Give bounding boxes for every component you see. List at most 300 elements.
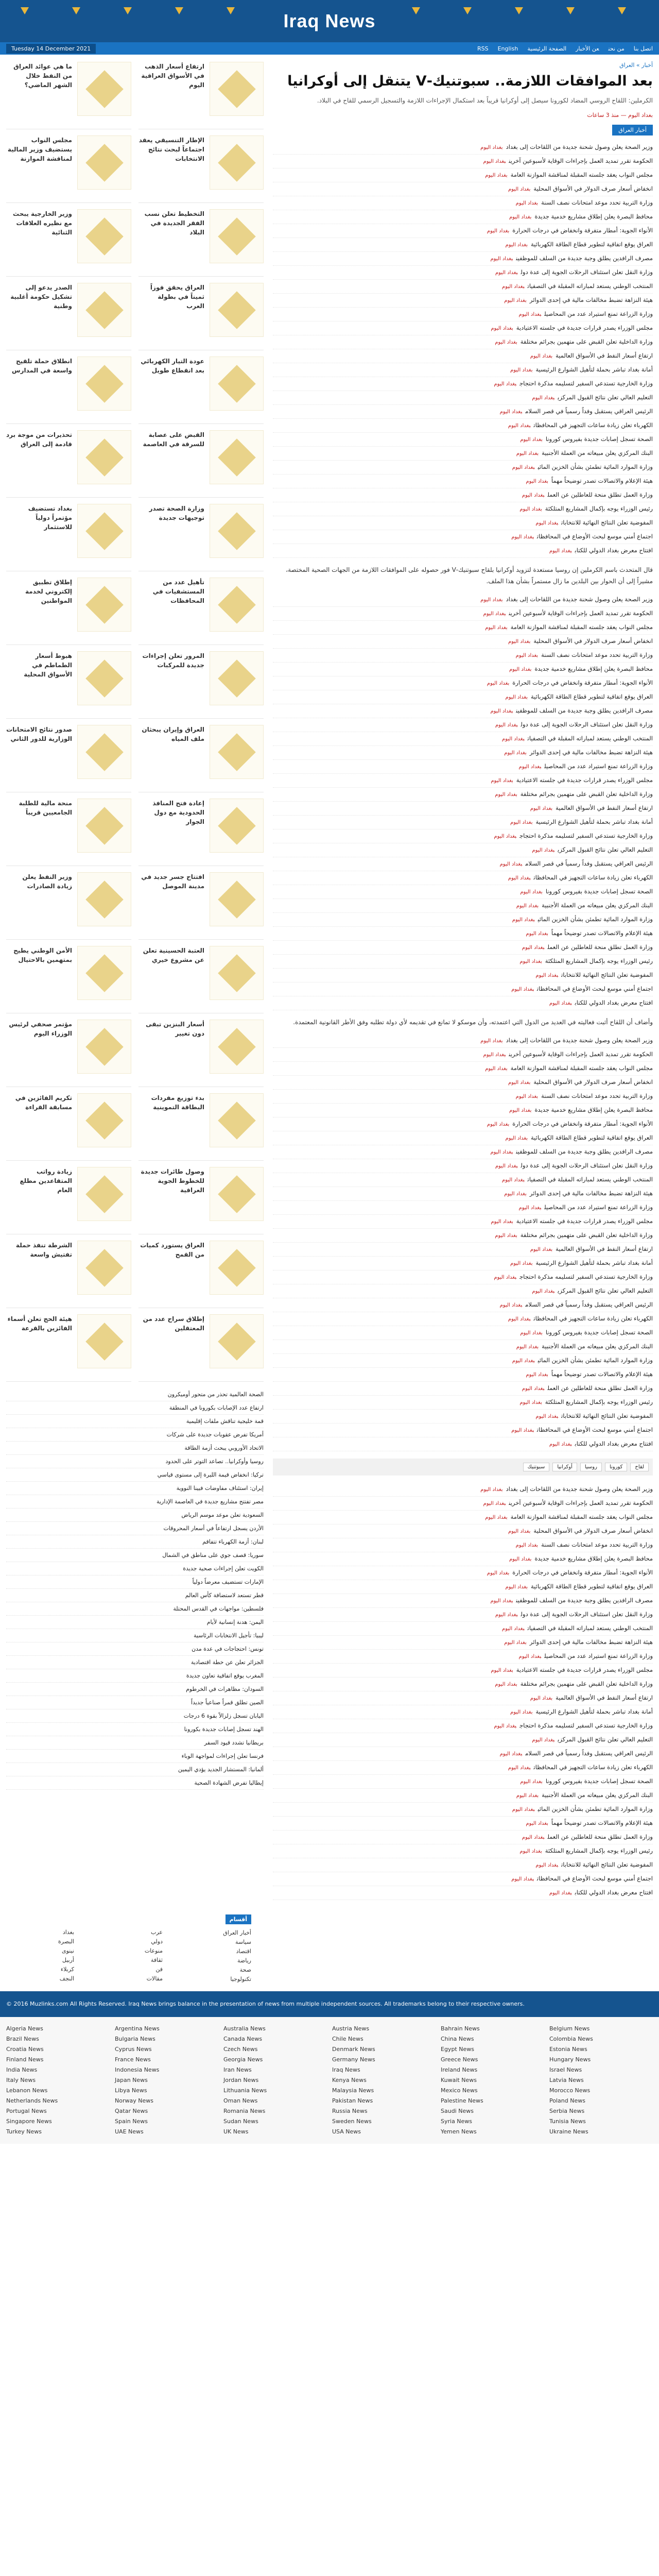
list-item-text[interactable]: وزارة الخارجية تستدعي السفير لتسليمه مذكرة احتجاج bbox=[519, 380, 653, 387]
list-item[interactable] bbox=[6, 1629, 264, 1642]
list-item-text[interactable]: وزارة التربية تحدد موعد امتحانات نصف السنة bbox=[541, 651, 653, 658]
list-item[interactable] bbox=[273, 196, 653, 210]
list-item-text[interactable]: وزارة الداخلية تعلن القبض على متهمين بجرائم مختلفة bbox=[520, 1231, 653, 1239]
news-card[interactable] bbox=[138, 1093, 264, 1161]
site-logo[interactable]: Iraq News bbox=[283, 10, 376, 31]
news-card[interactable] bbox=[6, 578, 131, 645]
news-card-title[interactable]: الصدر يدعو إلى تشكيل حكومة أغلبية وطنية bbox=[10, 284, 72, 310]
list-item[interactable] bbox=[273, 1677, 653, 1691]
footer-nav-item[interactable]: نينوى bbox=[62, 1947, 74, 1954]
list-item-text[interactable]: أمانة بغداد تباشر بحملة لتأهيل الشوارع الرئيسية bbox=[535, 818, 653, 825]
country-link[interactable]: Singapore News bbox=[6, 2118, 52, 2125]
list-item-text[interactable]: تونس: احتجاجات في عدة مدن bbox=[192, 1646, 264, 1652]
list-item-text[interactable]: العراق يوقع اتفاقية لتطوير قطاع الطاقة الكهربائية bbox=[531, 693, 653, 700]
list-item-text[interactable]: افتتاح معرض بغداد الدولي للكتاب bbox=[575, 1440, 653, 1447]
list-item[interactable] bbox=[273, 141, 653, 155]
news-thumbnail[interactable] bbox=[77, 1241, 131, 1295]
list-item[interactable] bbox=[273, 474, 653, 488]
country-link[interactable]: Ukraine News bbox=[549, 2128, 588, 2135]
country-link[interactable]: China News bbox=[441, 2036, 474, 2042]
list-item[interactable] bbox=[273, 252, 653, 266]
news-thumbnail[interactable] bbox=[77, 946, 131, 1000]
list-item-text[interactable]: اليمن: هدنة إنسانية لأيام bbox=[206, 1619, 264, 1625]
news-card[interactable] bbox=[138, 135, 264, 203]
list-item[interactable] bbox=[273, 1354, 653, 1368]
list-item[interactable] bbox=[273, 1382, 653, 1396]
country-link[interactable]: Israel News bbox=[549, 2066, 582, 2073]
news-card[interactable] bbox=[138, 283, 264, 350]
list-item[interactable] bbox=[6, 1709, 264, 1723]
list-item-text[interactable]: اجتماع أمني موسع لبحث الأوضاع في المحافظات bbox=[536, 1426, 653, 1433]
list-item-text[interactable]: إيران: استئناف مفاوضات فيينا النووية bbox=[176, 1485, 264, 1492]
news-thumbnail[interactable] bbox=[77, 283, 131, 337]
news-thumbnail[interactable] bbox=[77, 1093, 131, 1147]
list-item-text[interactable]: وزارة الداخلية تعلن القبض على متهمين بجرائم مختلفة bbox=[520, 790, 653, 798]
list-item-text[interactable]: محافظ البصرة يعلن إطلاق مشاريع خدمية جديدة bbox=[534, 1555, 653, 1562]
list-item[interactable] bbox=[273, 969, 653, 982]
news-card-title[interactable]: المرور تعلن إجراءات جديدة للمركبات bbox=[142, 652, 204, 669]
list-item-text[interactable]: افتتاح معرض بغداد الدولي للكتاب bbox=[575, 547, 653, 554]
news-thumbnail[interactable] bbox=[77, 651, 131, 705]
list-item[interactable] bbox=[6, 1575, 264, 1589]
footer-nav-item[interactable]: سياسة bbox=[235, 1939, 251, 1945]
country-link[interactable]: Cyprus News bbox=[115, 2046, 152, 2053]
list-item[interactable] bbox=[273, 308, 653, 321]
list-item-text[interactable]: المفوضية تعلن النتائج النهائية للانتخابات bbox=[561, 971, 653, 978]
list-item[interactable] bbox=[273, 1844, 653, 1858]
list-item[interactable] bbox=[273, 982, 653, 996]
news-thumbnail[interactable] bbox=[210, 62, 264, 116]
news-card-title[interactable]: هيئة الحج تعلن أسماء الفائزين بالقرعة bbox=[7, 1315, 72, 1332]
news-thumbnail[interactable] bbox=[210, 1093, 264, 1147]
list-item-text[interactable]: السودان: مظاهرات في الخرطوم bbox=[186, 1686, 264, 1692]
list-item-text[interactable]: اليابان تسجل زلزالاً بقوة 6 درجات bbox=[183, 1713, 264, 1719]
list-item[interactable] bbox=[6, 1736, 264, 1750]
list-item[interactable] bbox=[273, 391, 653, 405]
list-item-text[interactable]: رئيس الوزراء يوجه بإكمال المشاريع المتلكئة bbox=[545, 505, 653, 512]
list-item-text[interactable]: الرئيس العراقي يستقبل وفداً رسمياً في قصر السلام bbox=[525, 1750, 653, 1757]
list-item-text[interactable]: مصر تفتتح مشاريع جديدة في العاصمة الإدارية bbox=[157, 1498, 264, 1505]
list-item[interactable] bbox=[273, 941, 653, 955]
list-item-text[interactable]: وزارة الموارد المائية تطمئن بشأن الخزين المائي bbox=[537, 1357, 653, 1364]
list-item[interactable] bbox=[273, 155, 653, 168]
list-item[interactable] bbox=[273, 1298, 653, 1312]
news-thumbnail[interactable] bbox=[210, 135, 264, 190]
list-item[interactable] bbox=[273, 1524, 653, 1538]
list-item[interactable] bbox=[273, 1104, 653, 1117]
news-card-title[interactable]: إطلاق تطبيق إلكتروني لخدمة المواطنين bbox=[25, 579, 72, 604]
country-link[interactable]: Lebanon News bbox=[6, 2087, 48, 2094]
list-item[interactable] bbox=[6, 1468, 264, 1482]
news-card-title[interactable]: مجلس النواب يستضيف وزير المالية لمناقشة الموازنة bbox=[7, 137, 72, 162]
list-item-text[interactable]: وزارة الداخلية تعلن القبض على متهمين بجرائم مختلفة bbox=[520, 338, 653, 345]
news-thumbnail[interactable] bbox=[77, 799, 131, 853]
news-card[interactable] bbox=[6, 1241, 131, 1308]
list-item[interactable] bbox=[273, 1580, 653, 1594]
list-item-text[interactable]: ليبيا: تأجيل الانتخابات الرئاسية bbox=[194, 1632, 264, 1639]
country-link[interactable]: Lithuania News bbox=[223, 2087, 267, 2094]
news-card-title[interactable]: القبض على عصابة للسرقة في العاصمة bbox=[143, 431, 204, 448]
list-item-text[interactable]: رئيس الوزراء يوجه بإكمال المشاريع المتلكئة bbox=[545, 1398, 653, 1405]
list-item-text[interactable]: وزارة الموارد المائية تطمئن بشأن الخزين المائي bbox=[537, 463, 653, 470]
list-item[interactable] bbox=[273, 168, 653, 182]
top-link[interactable]: English bbox=[497, 45, 518, 52]
list-item[interactable] bbox=[273, 802, 653, 816]
footer-nav-item[interactable]: دولي bbox=[151, 1938, 163, 1945]
list-item-text[interactable]: روسيا وأوكرانيا.. تصاعد التوتر على الحدود bbox=[165, 1458, 264, 1465]
footer-nav-item[interactable]: رياضة bbox=[237, 1957, 251, 1964]
list-item-text[interactable]: وزارة التربية تحدد موعد امتحانات نصف السنة bbox=[541, 199, 653, 206]
list-item-text[interactable]: الأنواء الجوية: أمطار متفرقة وانخفاض في درجات الحرارة bbox=[512, 679, 653, 686]
country-link[interactable]: UAE News bbox=[115, 2128, 144, 2135]
list-item-text[interactable]: العراق يوقع اتفاقية لتطوير قطاع الطاقة الكهربائية bbox=[531, 1583, 653, 1590]
list-item[interactable] bbox=[273, 530, 653, 544]
list-item[interactable] bbox=[273, 502, 653, 516]
list-item-text[interactable]: الأردن يسجل ارتفاعاً في أسعار المحروقات bbox=[163, 1525, 264, 1532]
list-item-text[interactable]: المفوضية تعلن النتائج النهائية للانتخابات bbox=[561, 1861, 653, 1868]
list-item-text[interactable]: الجزائر تعلن عن خطة اقتصادية bbox=[190, 1659, 264, 1666]
list-item[interactable] bbox=[273, 1483, 653, 1497]
list-item-text[interactable]: وزارة الموارد المائية تطمئن بشأن الخزين المائي bbox=[537, 1805, 653, 1812]
list-item[interactable] bbox=[6, 1428, 264, 1442]
list-item[interactable] bbox=[6, 1562, 264, 1575]
list-item-text[interactable]: أمريكا تفرض عقوبات جديدة على شركات bbox=[166, 1431, 264, 1438]
list-item[interactable] bbox=[273, 1270, 653, 1284]
list-item-text[interactable]: وزارة الزراعة تمنع استيراد عدد من المحاصيل bbox=[544, 310, 653, 317]
list-item[interactable] bbox=[273, 544, 653, 558]
country-link[interactable]: Malaysia News bbox=[332, 2087, 374, 2094]
list-item[interactable] bbox=[273, 516, 653, 530]
country-link[interactable]: Russia News bbox=[332, 2108, 368, 2114]
list-item[interactable] bbox=[273, 788, 653, 802]
list-item-text[interactable]: محافظ البصرة يعلن إطلاق مشاريع خدمية جديدة bbox=[534, 1106, 653, 1113]
list-item-text[interactable]: الإمارات تستضيف معرضاً دولياً bbox=[192, 1579, 264, 1585]
list-item-text[interactable]: انخفاض أسعار صرف الدولار في الأسواق المحلية bbox=[533, 637, 653, 645]
country-link[interactable]: Ireland News bbox=[441, 2066, 478, 2073]
news-card-title[interactable]: أسعار البنزين تبقى دون تغيير bbox=[146, 1021, 204, 1037]
list-item-text[interactable]: ارتفاع أسعار النفط في الأسواق العالمية bbox=[556, 1694, 653, 1701]
list-item[interactable] bbox=[273, 1886, 653, 1900]
country-link[interactable]: Pakistan News bbox=[332, 2097, 373, 2104]
list-item-text[interactable]: الكويت تعلن إجراءات صحية جديدة bbox=[183, 1565, 264, 1572]
list-item-text[interactable]: ارتفاع أسعار النفط في الأسواق العالمية bbox=[556, 1245, 653, 1252]
list-item-text[interactable]: مصرف الرافدين يطلق وجبة جديدة من السلف للموظفين bbox=[516, 255, 653, 262]
list-item[interactable] bbox=[6, 1495, 264, 1509]
list-item-text[interactable]: وزارة النقل تعلن استئناف الرحلات الجوية إلى عدة دول bbox=[521, 721, 653, 728]
list-item[interactable] bbox=[273, 1090, 653, 1104]
news-card[interactable] bbox=[6, 1093, 131, 1161]
list-item[interactable] bbox=[273, 238, 653, 252]
tag[interactable]: لقاح bbox=[630, 1463, 649, 1471]
list-item-text[interactable]: وزارة الداخلية تعلن القبض على متهمين بجرائم مختلفة bbox=[520, 1680, 653, 1687]
list-item-text[interactable]: وزارة النقل تعلن استئناف الرحلات الجوية إلى عدة دول bbox=[521, 1611, 653, 1618]
country-link[interactable]: Belgium News bbox=[549, 2025, 590, 2032]
list-item-text[interactable]: وزارة الموارد المائية تطمئن بشأن الخزين المائي bbox=[537, 916, 653, 923]
list-item[interactable] bbox=[6, 1669, 264, 1683]
list-item-text[interactable]: لبنان: أزمة الكهرباء تتفاقم bbox=[202, 1538, 264, 1545]
news-card[interactable] bbox=[138, 946, 264, 1013]
list-item-text[interactable]: الكهرباء تعلن زيادة ساعات التجهيز في المحافظات bbox=[533, 421, 653, 429]
list-item[interactable] bbox=[273, 224, 653, 238]
news-card-title[interactable]: الشرطة تنفذ حملة تفتيش واسعة bbox=[15, 1242, 72, 1258]
list-item-text[interactable]: سوريا: قصف جوي على مناطق في الشمال bbox=[162, 1552, 264, 1558]
list-item-text[interactable]: مجلس النواب يعقد جلسته المقبلة لمناقشة الموازنة العامة bbox=[510, 1064, 653, 1072]
list-item[interactable] bbox=[273, 1062, 653, 1076]
list-item[interactable] bbox=[6, 1482, 264, 1495]
news-card-title[interactable]: الإطار التنسيقي يعقد اجتماعاً لبحث نتائج الانتخابات bbox=[138, 137, 204, 162]
country-link[interactable]: Palestine News bbox=[441, 2097, 483, 2104]
list-item[interactable] bbox=[273, 363, 653, 377]
news-thumbnail[interactable] bbox=[77, 357, 131, 411]
news-card[interactable] bbox=[6, 799, 131, 866]
list-item[interactable] bbox=[273, 816, 653, 829]
country-link[interactable]: Greece News bbox=[441, 2056, 478, 2063]
list-item-text[interactable]: ألمانيا: المستشار الجديد يؤدي اليمين bbox=[178, 1766, 264, 1773]
list-item-text[interactable]: الهند تسجل إصابات جديدة بكورونا bbox=[184, 1726, 264, 1733]
list-item-text[interactable]: التعليم العالي تعلن نتائج القبول المركزي bbox=[558, 394, 653, 401]
news-card[interactable] bbox=[138, 430, 264, 498]
list-item[interactable] bbox=[6, 1549, 264, 1562]
news-card-title[interactable]: تكريم الفائزين في مسابقة القراءة bbox=[15, 1094, 72, 1111]
footer-nav-item[interactable]: أربيل bbox=[62, 1957, 74, 1963]
list-item[interactable] bbox=[273, 447, 653, 461]
list-item-text[interactable]: الصحة تسجل إصابات جديدة بفيروس كورونا bbox=[545, 1777, 653, 1785]
list-item[interactable] bbox=[273, 405, 653, 419]
news-card-title[interactable]: منحة مالية للطلبة الجامعيين قريباً bbox=[19, 800, 72, 816]
list-item[interactable] bbox=[273, 1831, 653, 1844]
list-item-text[interactable]: الصحة تسجل إصابات جديدة بفيروس كورونا bbox=[545, 435, 653, 443]
list-item[interactable] bbox=[273, 913, 653, 927]
list-item-text[interactable]: وزارة الخارجية تستدعي السفير لتسليمه مذكرة احتجاج bbox=[519, 1273, 653, 1280]
list-item-text[interactable]: وزارة الزراعة تمنع استيراد عدد من المحاصيل bbox=[544, 1652, 653, 1659]
list-item-text[interactable]: مجلس الوزراء يصدر قرارات جديدة في جلسته الاعتيادية bbox=[516, 324, 653, 331]
country-link[interactable]: Canada News bbox=[223, 2036, 263, 2042]
list-item[interactable] bbox=[273, 461, 653, 474]
footer-nav-item[interactable]: النجف bbox=[59, 1975, 74, 1982]
news-card[interactable] bbox=[138, 799, 264, 866]
news-thumbnail[interactable] bbox=[77, 1020, 131, 1074]
country-link[interactable]: Portugal News bbox=[6, 2108, 47, 2114]
list-item-text[interactable]: افتتاح معرض بغداد الدولي للكتاب bbox=[575, 1889, 653, 1896]
list-item-text[interactable]: مجلس النواب يعقد جلسته المقبلة لمناقشة الموازنة العامة bbox=[510, 623, 653, 631]
list-item[interactable] bbox=[6, 1455, 264, 1468]
list-item-text[interactable]: مجلس الوزراء يصدر قرارات جديدة في جلسته الاعتيادية bbox=[516, 776, 653, 784]
footer-nav-item[interactable]: أخبار العراق bbox=[223, 1929, 251, 1936]
list-item-text[interactable]: ارتفاع أسعار النفط في الأسواق العالمية bbox=[556, 352, 653, 359]
top-link[interactable]: الصفحة الرئيسية bbox=[527, 45, 567, 52]
list-item-text[interactable]: محافظ البصرة يعلن إطلاق مشاريع خدمية جديدة bbox=[534, 665, 653, 672]
list-item[interactable] bbox=[273, 182, 653, 196]
news-card[interactable] bbox=[6, 283, 131, 350]
news-card-title[interactable]: بدء توزيع مفردات البطاقة التموينية bbox=[151, 1094, 204, 1111]
news-thumbnail[interactable] bbox=[210, 872, 264, 926]
country-link[interactable]: Saudi News bbox=[441, 2108, 474, 2114]
country-link[interactable]: Iran News bbox=[223, 2066, 252, 2073]
news-thumbnail[interactable] bbox=[210, 283, 264, 337]
news-card[interactable] bbox=[6, 1020, 131, 1087]
list-item[interactable] bbox=[6, 1683, 264, 1696]
list-item-text[interactable]: ارتفاع أسعار النفط في الأسواق العالمية bbox=[556, 804, 653, 811]
list-item-text[interactable]: رئيس الوزراء يوجه بإكمال المشاريع المتلكئة bbox=[545, 957, 653, 964]
list-item[interactable] bbox=[273, 885, 653, 899]
news-thumbnail[interactable] bbox=[77, 209, 131, 263]
news-card[interactable] bbox=[138, 1314, 264, 1382]
list-item[interactable] bbox=[6, 1656, 264, 1669]
news-thumbnail[interactable] bbox=[210, 209, 264, 263]
list-item-text[interactable]: وزارة الخارجية تستدعي السفير لتسليمه مذكرة احتجاج bbox=[519, 1722, 653, 1729]
news-card[interactable] bbox=[138, 725, 264, 792]
news-card-title[interactable]: وزير النفط يعلن زيادة الصادرات bbox=[22, 873, 72, 890]
country-link[interactable]: Germany News bbox=[332, 2056, 375, 2063]
news-card[interactable] bbox=[138, 62, 264, 129]
list-item[interactable] bbox=[6, 1776, 264, 1790]
list-item-text[interactable]: البنك المركزي يعلن مبيعاته من العملة الأجنبية bbox=[542, 902, 653, 909]
news-card[interactable] bbox=[6, 872, 131, 940]
list-item-text[interactable]: أمانة بغداد تباشر بحملة لتأهيل الشوارع الرئيسية bbox=[535, 366, 653, 373]
list-item[interactable] bbox=[273, 1257, 653, 1270]
country-link[interactable]: Egypt News bbox=[441, 2046, 474, 2053]
list-item[interactable] bbox=[273, 1437, 653, 1451]
news-card[interactable] bbox=[6, 135, 131, 203]
list-item[interactable] bbox=[273, 1368, 653, 1382]
list-item-text[interactable]: وزارة التربية تحدد موعد امتحانات نصف السنة bbox=[541, 1092, 653, 1099]
list-item-text[interactable]: اجتماع أمني موسع لبحث الأوضاع في المحافظات bbox=[536, 1875, 653, 1882]
list-item-text[interactable]: الرئيس العراقي يستقبل وفداً رسمياً في قصر السلام bbox=[525, 1301, 653, 1308]
tag[interactable]: أوكرانيا bbox=[552, 1463, 577, 1471]
list-item-text[interactable]: الحكومة تقرر تمديد العمل بإجراءات الوقاية لأسبوعين آخرين bbox=[509, 609, 653, 617]
country-link[interactable]: Libya News bbox=[115, 2087, 147, 2094]
news-thumbnail[interactable] bbox=[77, 504, 131, 558]
list-item[interactable] bbox=[273, 280, 653, 294]
list-item-text[interactable]: هيئة الإعلام والاتصالات تصدر توضيحاً مهماً bbox=[551, 477, 653, 484]
list-item[interactable] bbox=[273, 1145, 653, 1159]
news-card[interactable] bbox=[138, 578, 264, 645]
list-item[interactable] bbox=[273, 1187, 653, 1201]
tag[interactable]: سبوتنيك bbox=[523, 1463, 550, 1471]
news-card[interactable] bbox=[138, 872, 264, 940]
list-item[interactable] bbox=[273, 1719, 653, 1733]
list-item-text[interactable]: انخفاض أسعار صرف الدولار في الأسواق المحلية bbox=[533, 185, 653, 192]
list-item[interactable] bbox=[273, 871, 653, 885]
footer-nav-item[interactable]: صحة bbox=[239, 1967, 251, 1973]
country-link[interactable]: Syria News bbox=[441, 2118, 473, 2125]
news-thumbnail[interactable] bbox=[210, 946, 264, 1000]
list-item[interactable] bbox=[273, 718, 653, 732]
news-card[interactable] bbox=[138, 209, 264, 277]
country-link[interactable]: Finland News bbox=[6, 2056, 44, 2063]
list-item[interactable] bbox=[273, 732, 653, 746]
list-item-text[interactable]: مجلس الوزراء يصدر قرارات جديدة في جلسته الاعتيادية bbox=[516, 1666, 653, 1673]
country-link[interactable]: France News bbox=[115, 2056, 151, 2063]
list-item[interactable] bbox=[273, 955, 653, 969]
news-card-title[interactable]: هبوط أسعار الطماطم في الأسواق المحلية bbox=[24, 652, 72, 678]
country-link[interactable]: Chile News bbox=[332, 2036, 363, 2042]
list-item-text[interactable]: هيئة الإعلام والاتصالات تصدر توضيحاً مهماً bbox=[551, 929, 653, 937]
list-item-text[interactable]: المنتخب الوطني يستعد لمباراته المقبلة في التصفيات bbox=[527, 1176, 653, 1183]
list-item[interactable] bbox=[273, 1201, 653, 1215]
list-item[interactable] bbox=[273, 1497, 653, 1511]
list-item-text[interactable]: التعليم العالي تعلن نتائج القبول المركزي bbox=[558, 846, 653, 853]
list-item-text[interactable]: المغرب يوقع اتفاقية تعاون جديدة bbox=[186, 1672, 264, 1679]
list-item-text[interactable]: هيئة الإعلام والاتصالات تصدر توضيحاً مهماً bbox=[551, 1819, 653, 1826]
list-item-text[interactable]: الصحة تسجل إصابات جديدة بفيروس كورونا bbox=[545, 888, 653, 895]
news-card-title[interactable]: وزير الخارجية يبحث مع نظيره العلاقات الثنائية bbox=[13, 210, 72, 236]
list-item-text[interactable]: الرئيس العراقي يستقبل وفداً رسمياً في قصر السلام bbox=[525, 408, 653, 415]
list-item[interactable] bbox=[273, 419, 653, 433]
news-thumbnail[interactable] bbox=[77, 62, 131, 116]
list-item-text[interactable]: فلسطين: مواجهات في القدس المحتلة bbox=[173, 1605, 264, 1612]
list-item-text[interactable]: افتتاح معرض بغداد الدولي للكتاب bbox=[575, 999, 653, 1006]
top-link[interactable]: اتصل بنا bbox=[633, 45, 653, 52]
country-link[interactable]: Algeria News bbox=[6, 2025, 43, 2032]
footer-nav-item[interactable]: مقالات bbox=[146, 1975, 163, 1982]
list-item[interactable] bbox=[273, 1733, 653, 1747]
list-item[interactable] bbox=[273, 210, 653, 224]
list-item[interactable] bbox=[273, 1775, 653, 1789]
list-item-text[interactable]: الحكومة تقرر تمديد العمل بإجراءات الوقاية لأسبوعين آخرين bbox=[509, 1499, 653, 1506]
list-item-text[interactable]: رئيس الوزراء يوجه بإكمال المشاريع المتلكئة bbox=[545, 1847, 653, 1854]
list-item-text[interactable]: هيئة النزاهة تضبط مخالفات مالية في إحدى الدوائر bbox=[529, 296, 653, 303]
news-thumbnail[interactable] bbox=[77, 872, 131, 926]
list-item[interactable] bbox=[273, 607, 653, 621]
list-item-text[interactable]: فرنسا تعلن إجراءات لمواجهة الوباء bbox=[181, 1753, 264, 1759]
list-item-text[interactable]: العراق يوقع اتفاقية لتطوير قطاع الطاقة الكهربائية bbox=[531, 1134, 653, 1141]
footer-nav-item[interactable]: تكنولوجيا bbox=[230, 1976, 251, 1982]
list-item-text[interactable]: المفوضية تعلن النتائج النهائية للانتخابات bbox=[561, 519, 653, 526]
news-thumbnail[interactable] bbox=[210, 1020, 264, 1074]
list-item[interactable] bbox=[273, 321, 653, 335]
country-link[interactable]: Romania News bbox=[223, 2108, 266, 2114]
country-link[interactable]: Georgia News bbox=[223, 2056, 263, 2063]
list-item[interactable] bbox=[6, 1602, 264, 1616]
top-link[interactable]: عن الأخبار bbox=[576, 45, 599, 52]
list-item[interactable] bbox=[6, 1696, 264, 1709]
news-thumbnail[interactable] bbox=[210, 651, 264, 705]
list-item[interactable] bbox=[273, 690, 653, 704]
country-link[interactable]: Kuwait News bbox=[441, 2077, 477, 2083]
top-link[interactable]: من نحن bbox=[608, 45, 625, 52]
list-item[interactable] bbox=[273, 829, 653, 843]
list-item[interactable] bbox=[273, 746, 653, 760]
list-item[interactable] bbox=[6, 1750, 264, 1763]
news-thumbnail[interactable] bbox=[210, 799, 264, 853]
list-item-text[interactable]: الحكومة تقرر تمديد العمل بإجراءات الوقاية لأسبوعين آخرين bbox=[509, 1050, 653, 1058]
tag[interactable]: روسيا bbox=[580, 1463, 602, 1471]
list-item-text[interactable]: الكهرباء تعلن زيادة ساعات التجهيز في المحافظات bbox=[533, 874, 653, 881]
news-card-title[interactable]: افتتاح جسر جديد في مدينة الموصل bbox=[141, 873, 204, 890]
list-item[interactable] bbox=[273, 1747, 653, 1761]
news-card-title[interactable]: التخطيط تعلن نسب الفقر الجديدة في البلاد bbox=[144, 210, 204, 236]
list-item-text[interactable]: البنك المركزي يعلن مبيعاته من العملة الأجنبية bbox=[542, 449, 653, 456]
list-item-text[interactable]: التعليم العالي تعلن نتائج القبول المركزي bbox=[558, 1287, 653, 1294]
list-item-text[interactable]: المنتخب الوطني يستعد لمباراته المقبلة في التصفيات bbox=[527, 1624, 653, 1632]
news-card-title[interactable]: ارتفاع أسعار الذهب في الأسواق العراقية اليوم bbox=[141, 63, 204, 89]
list-item-text[interactable]: قمة خليجية تناقش ملفات إقليمية bbox=[186, 1418, 264, 1425]
country-link[interactable]: Brazil News bbox=[6, 2036, 39, 2042]
list-item[interactable] bbox=[273, 294, 653, 308]
country-link[interactable]: Indonesia News bbox=[115, 2066, 160, 2073]
news-thumbnail[interactable] bbox=[77, 135, 131, 190]
news-card-title[interactable]: ما هي عوائد العراق من النفط خلال الشهر الماضي؟ bbox=[13, 63, 72, 89]
country-link[interactable]: Netherlands News bbox=[6, 2097, 58, 2104]
list-item-text[interactable]: الصحة العالمية تحذر من متحور أوميكرون bbox=[167, 1391, 264, 1398]
list-item[interactable] bbox=[273, 996, 653, 1010]
list-item-text[interactable]: هيئة الإعلام والاتصالات تصدر توضيحاً مهماً bbox=[551, 1370, 653, 1378]
list-item[interactable] bbox=[6, 1642, 264, 1656]
news-card-title[interactable]: العراق وإيران يبحثان ملف المياه bbox=[142, 726, 204, 742]
list-item-text[interactable]: اجتماع أمني موسع لبحث الأوضاع في المحافظات bbox=[536, 533, 653, 540]
list-item[interactable] bbox=[273, 433, 653, 447]
